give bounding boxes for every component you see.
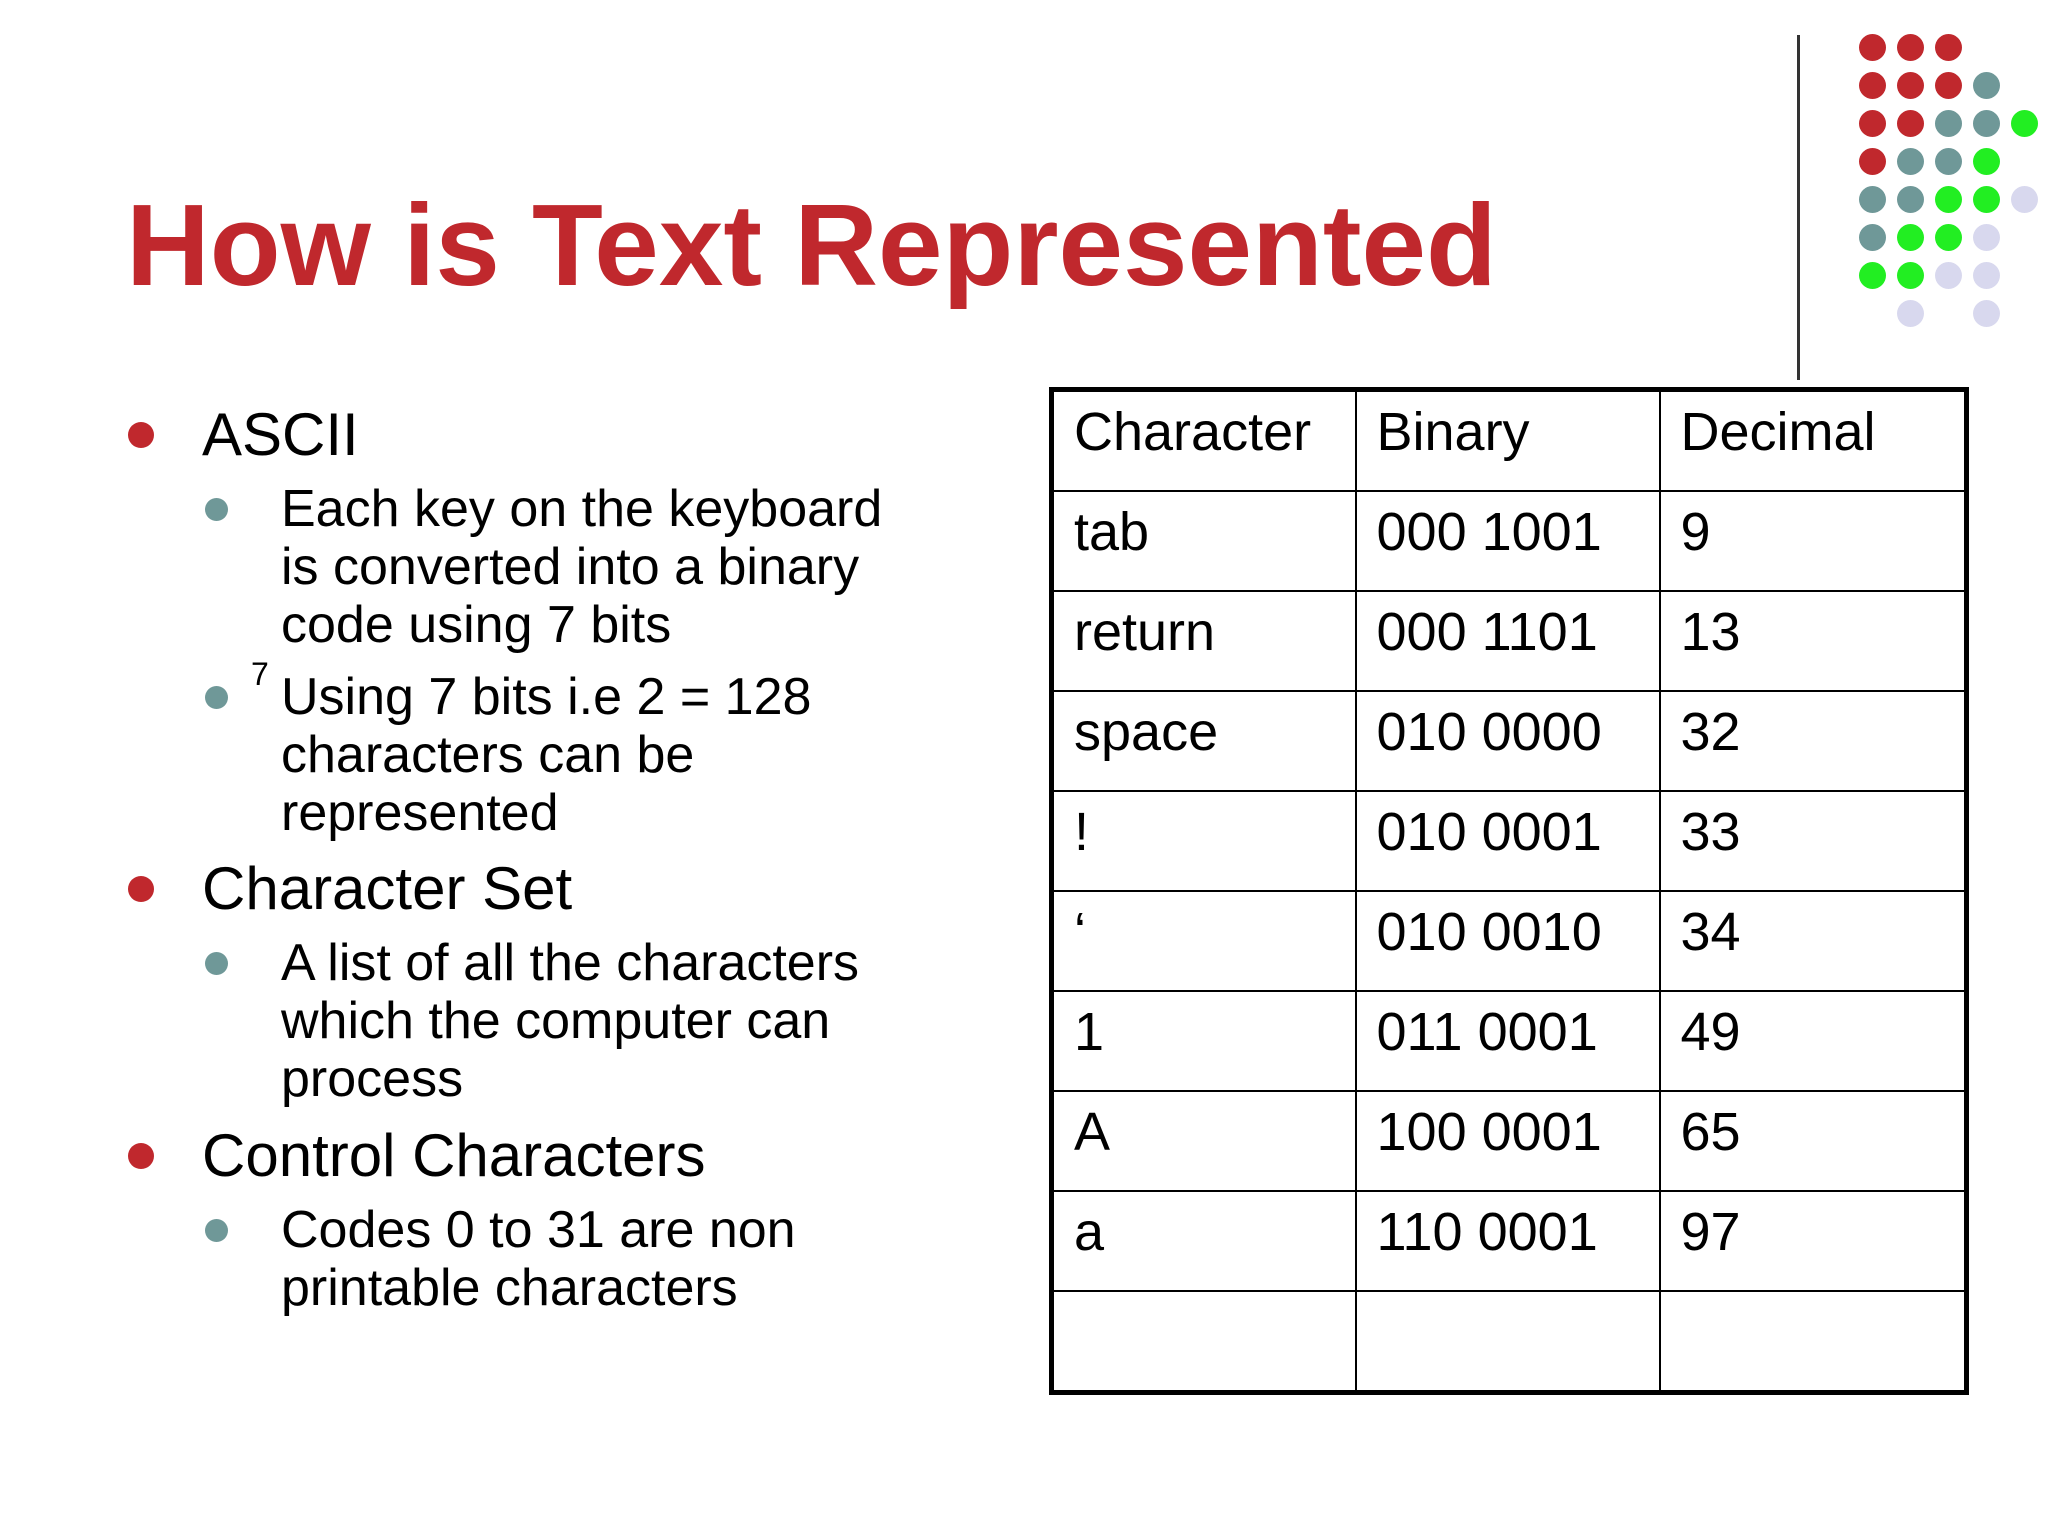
sub-bullet-codes-0-31: Codes 0 to 31 are non printable characters — [281, 1201, 796, 1317]
bullet-ascii: ASCII — [202, 401, 359, 468]
bullet-marker-level1 — [128, 876, 154, 902]
dot-red — [1935, 72, 1962, 99]
dot-red — [1859, 110, 1886, 137]
header-cell-decimal: Decimal — [1660, 390, 1967, 492]
sub-bullet-using-7-bits: Using 7 bits i.e 2 7 = 128 characters can be represented — [251, 656, 812, 842]
dot-lavender — [1973, 300, 2000, 327]
table-cell: ‘ — [1052, 891, 1356, 991]
table-cell: 000 1001 — [1356, 491, 1660, 591]
dot-teal — [1973, 72, 2000, 99]
dot-green — [1859, 262, 1886, 289]
dot-teal — [1935, 148, 1962, 175]
dot-lavender — [1973, 262, 2000, 289]
table-cell: a — [1052, 1191, 1356, 1291]
table-row — [1052, 1191, 1967, 1291]
dot-lavender — [1897, 300, 1924, 327]
table-cell: 13 — [1660, 591, 1967, 691]
table-cell: 49 — [1660, 991, 1967, 1091]
header-cell-binary: Binary — [1356, 390, 1660, 492]
dot-green — [1935, 186, 1962, 213]
dot-red — [1935, 34, 1962, 61]
table-cell: 011 0001 — [1356, 991, 1660, 1091]
table-cell: 9 — [1660, 491, 1967, 591]
dot-teal — [1935, 110, 1962, 137]
bullet-marker-level2 — [205, 952, 228, 975]
dot-teal — [1859, 186, 1886, 213]
dot-red — [1897, 34, 1924, 61]
table-cell: 65 — [1660, 1091, 1967, 1191]
dot-green — [1973, 148, 2000, 175]
bullet-marker-level2 — [205, 1219, 228, 1242]
bullet-marker-level1 — [128, 1143, 154, 1169]
table-row — [1052, 791, 1967, 891]
superscript-exponent: 7 — [251, 656, 269, 692]
table-cell — [1660, 1291, 1967, 1393]
dot-lavender — [1935, 262, 1962, 289]
dot-red — [1859, 72, 1886, 99]
table-cell: A — [1052, 1091, 1356, 1191]
table-cell: 100 0001 — [1356, 1091, 1660, 1191]
bullet-control-characters: Control Characters — [202, 1122, 706, 1189]
table-row — [1052, 691, 1967, 791]
table-cell: return — [1052, 591, 1356, 691]
dot-teal — [1897, 186, 1924, 213]
bullet-list — [0, 0, 1000, 1400]
table-cell: 110 0001 — [1356, 1191, 1660, 1291]
bullet-marker-level2 — [205, 498, 228, 521]
dot-lavender — [1973, 224, 2000, 251]
table-cell — [1052, 1291, 1356, 1393]
table-row — [1052, 1091, 1967, 1191]
dot-lavender — [2011, 186, 2038, 213]
dot-red — [1859, 34, 1886, 61]
table-cell: 1 — [1052, 991, 1356, 1091]
table-row — [1052, 891, 1967, 991]
bullet-character-set: Character Set — [202, 855, 573, 922]
sub-bullet-each-key: Each key on the keyboard is converted into a binary code using 7 bits — [281, 480, 883, 654]
dot-red — [1859, 148, 1886, 175]
dot-red — [1897, 110, 1924, 137]
table-cell: 33 — [1660, 791, 1967, 891]
table-cell: 34 — [1660, 891, 1967, 991]
dot-green — [1897, 224, 1924, 251]
table-row-empty — [1052, 1291, 1967, 1393]
table-row — [1052, 991, 1967, 1091]
table-header-row — [1052, 390, 1967, 492]
bullet-marker-level2 — [205, 686, 228, 709]
dot-green — [2011, 110, 2038, 137]
table-row — [1052, 491, 1967, 591]
slide-title: How is Text Represented — [126, 180, 1497, 310]
table-row — [1052, 591, 1967, 691]
dot-teal — [1859, 224, 1886, 251]
table-cell: 97 — [1660, 1191, 1967, 1291]
dot-green — [1935, 224, 1962, 251]
dot-red — [1897, 72, 1924, 99]
dot-teal — [1897, 148, 1924, 175]
sub-bullet-character-list: A list of all the characters which the computer can process — [281, 934, 860, 1108]
bullet-marker-level1 — [128, 422, 154, 448]
ascii-table — [1049, 387, 1969, 1395]
dot-teal — [1973, 110, 2000, 137]
table-cell: 32 — [1660, 691, 1967, 791]
dot-green — [1973, 186, 2000, 213]
table-cell: ! — [1052, 791, 1356, 891]
header-cell-character: Character — [1052, 390, 1356, 492]
dot-green — [1897, 262, 1924, 289]
table-cell: space — [1052, 691, 1356, 791]
table-cell: tab — [1052, 491, 1356, 591]
table-cell: 010 0010 — [1356, 891, 1660, 991]
table-cell: 010 0000 — [1356, 691, 1660, 791]
table-cell: 010 0001 — [1356, 791, 1660, 891]
table-cell: 000 1101 — [1356, 591, 1660, 691]
table-cell — [1356, 1291, 1660, 1393]
